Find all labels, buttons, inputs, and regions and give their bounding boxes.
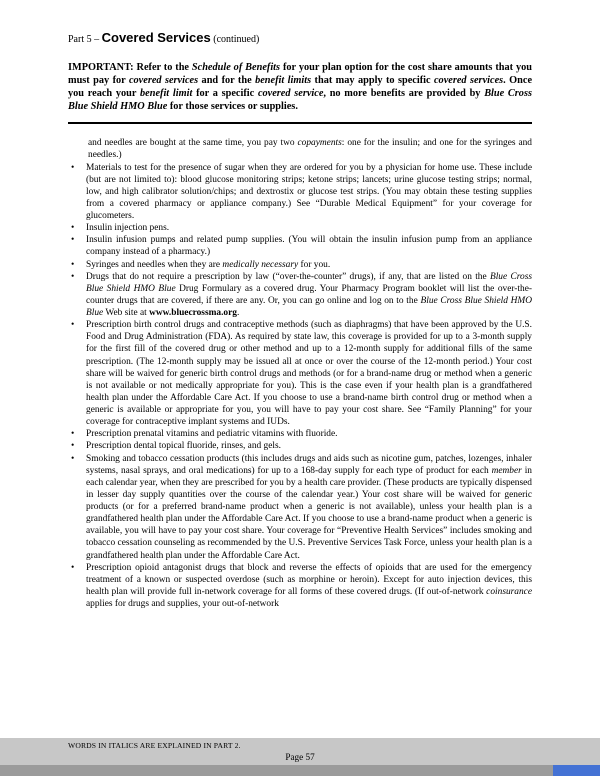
important-notice: IMPORTANT: Refer to the Schedule of Benefits for your plan option for the cost share amounts that you must pay for covered services and for the benefit limits that may apply to specific covered services. Once you reach your benefit limit for a specific covered service, no more benefits are provided by Blue Cross Blue Shield HMO Blue for those services or supplies.	[68, 62, 533, 113]
horizontal-scrollbar[interactable]	[0, 765, 600, 776]
page-number: Page 57	[285, 752, 315, 762]
bullet-text: Prescription birth control drugs and contraceptive methods (such as diaphragms) that have been approved by the U.S. Food and Drug Administration (FDA). As required by state law, this coverage is provided for up to a 3-month supply for the first fill of the covered drug or other method and up to a 12-month supply for additional fills of the same prescription. (The 12-month supply may be issued all at once or over the course of the 12-month period.) Your cost share will be waived for generic birth control drugs and methods (or for a brand-name drug or method when a generic is not available or not medically appropriate for you). This is the case even if your health plan is a grandfathered health plan under the Affordable Care Act. If you choose to use a brand-name birth control drug or method when a generic is available or appropriate for you, you will have to pay your cost share. See “Family Planning” for your coverage for contraceptive implant systems and IUDs.	[86, 320, 532, 428]
list-item	[68, 319, 532, 428]
bullet-text: Prescription dental topical fluoride, rinses, and gels.	[86, 441, 282, 452]
list-item	[68, 222, 532, 234]
footer-note: WORDS IN ITALICS ARE EXPLAINED IN PART 2.	[68, 741, 241, 750]
bullet-icon: •	[71, 429, 75, 440]
page-header	[68, 30, 532, 45]
list-item	[68, 453, 532, 562]
bullet-icon: •	[71, 223, 75, 234]
part-label: Part 5 –	[68, 34, 102, 45]
body-text-block	[68, 137, 532, 610]
bullet-icon: •	[71, 271, 75, 282]
continued-label: (continued)	[210, 34, 260, 45]
bullet-text: Prescription prenatal vitamins and pediatric vitamins with fluoride.	[86, 429, 338, 440]
divider-rule	[68, 122, 532, 124]
bullet-text: Insulin infusion pumps and related pump supplies. (You will obtain the insulin infusion pump from an appliance company instead of a pharmacy.)	[86, 235, 532, 258]
bullet-icon: •	[71, 453, 75, 464]
bullet-text: Insulin injection pens.	[86, 223, 170, 234]
bullet-text: Materials to test for the presence of sugar when they are ordered for you by a physician for home use. These include (but are not limited to): blood glucose monitoring strips; ketone strips; lancets; urine glucose testing strips; normal, low, and high calibrator solution/chips; and dextrostix or glucose test strips. (You may obtain these testing supplies from a covered pharmacy or appliance company.) See “Durable Medical Equipment” for your coverage for glucometers.	[86, 162, 532, 221]
list-item	[68, 562, 532, 611]
continuation-paragraph: and needles are bought at the same time, you pay two copayments: one for the insulin; and one for the syringes and needles.)	[88, 138, 532, 161]
bullet-icon: •	[71, 320, 75, 331]
bullet-text: Syringes and needles when they are medically necessary for you.	[86, 259, 331, 270]
bullet-icon: •	[71, 235, 75, 246]
bullet-text: Drugs that do not require a prescription by law (“over-the-counter” drugs), if any, that are listed on the Blue Cross Blue Shield HMO Blue Drug Formulary as a covered drug. Your Pharmacy Program booklet will list the over-the-counter drugs that are covered, if there are any. Or, you can go online and log on to the Blue Cross Blue Shield HMO Blue Web site at www.bluecrossma.org.	[86, 271, 532, 318]
bullet-icon: •	[71, 259, 75, 270]
list-item	[68, 271, 532, 320]
bullet-icon: •	[71, 162, 75, 173]
list-item	[68, 162, 532, 223]
bullet-icon: •	[71, 441, 75, 452]
bullet-icon: •	[71, 562, 75, 573]
list-item	[68, 440, 532, 452]
bullet-list	[68, 162, 532, 611]
section-title: Covered Services	[101, 30, 211, 45]
list-item	[68, 259, 532, 271]
bullet-text: Prescription opioid antagonist drugs that block and reverse the effects of opioids that are used for the emergency treatment of a known or suspected overdose (such as morphine or heroin). Except for auto injection devices, this health plan will provide full in-network coverage for all forms of these covered drugs. (If out-of-network coinsurance applies for drugs and supplies, your out-of-network	[86, 562, 532, 609]
list-item	[68, 234, 532, 258]
page-footer-bar	[0, 738, 600, 765]
list-item	[68, 428, 532, 440]
scrollbar-thumb[interactable]	[553, 765, 600, 776]
bullet-text: Smoking and tobacco cessation products (this includes drugs and aids such as nicotine gum, patches, lozenges, inhaler systems, nasal sprays, and oral medications) for up to a 168-day supply for each type of product for each member in each calendar year, when they are prescribed for you by a health care provider. (These products are typically dispensed in lesser day supply quantities over the course of the calendar year.) Your cost share will be waived for generic products (or for a preferred brand-name product when a generic is not available), unless your health plan is a grandfathered health plan under the Affordable Care Act. If you choose to use a brand-name product when a generic is available, you will have to pay your cost share. Your coverage for “Preventive Health Services” includes smoking and tobacco cessation counseling as recommended by the U.S. Preventive Services Task Force, unless your health plan is a grandfathered health plan under the Affordable Care Act.	[86, 453, 532, 561]
